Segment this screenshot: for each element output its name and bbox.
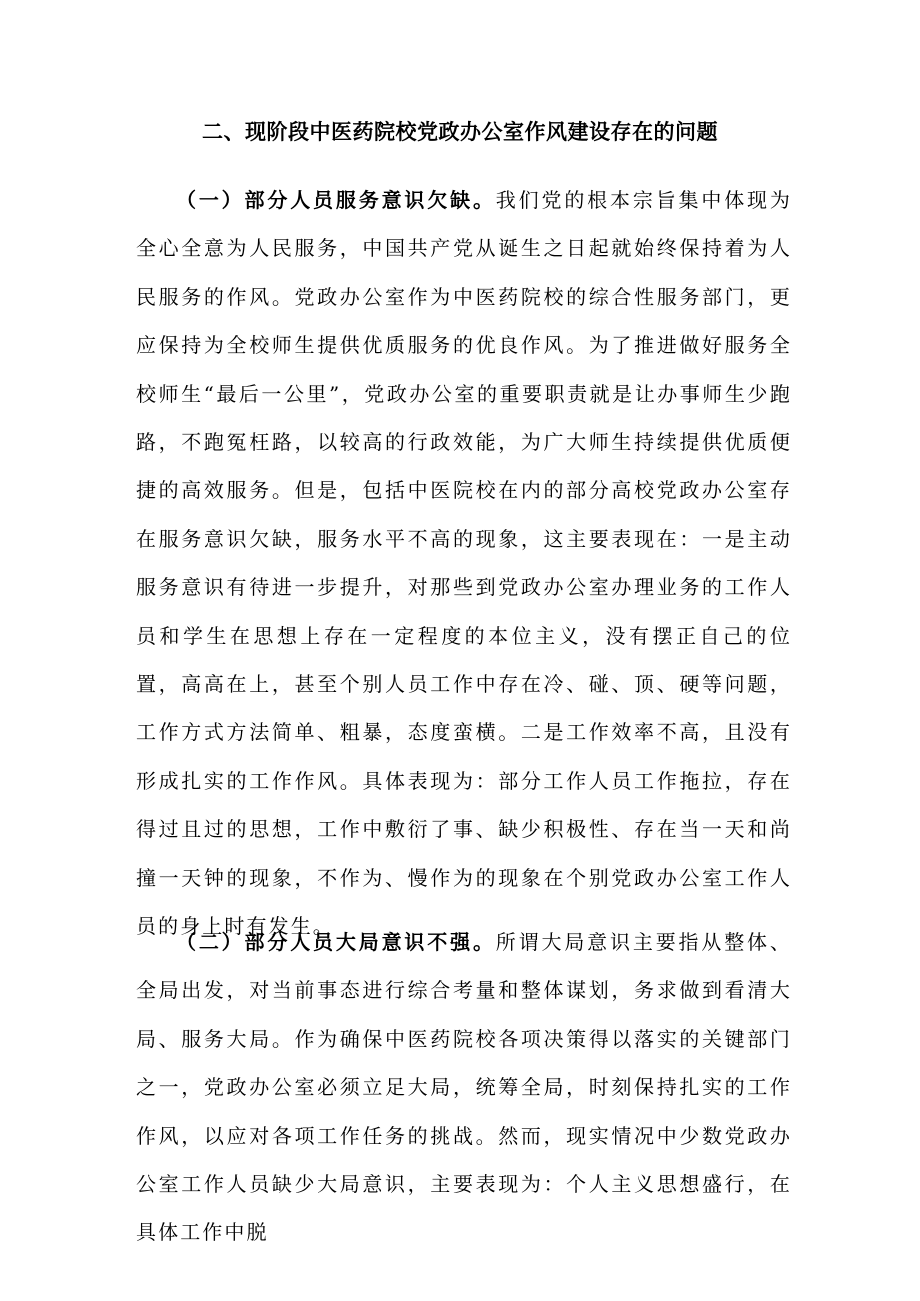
paragraph-lead-heading: （一）部分人员服务意识欠缺。 xyxy=(176,188,496,212)
paragraph-overall-awareness xyxy=(136,918,792,1257)
paragraph-body-text: 所谓大局意识主要指从整体、全局出发，对当前事态进行综合考量和整体谋划，务求做到看清大局、服务大局。作为确保中医药院校各项决策得以落实的关键部门之一，党政办公室必须立足大局，统筹全局，时刻保持扎实的工作作风，以应对各项工作任务的挑战。然而，现实情况中少数党政办公室工作人员缺少大局意识，主要表现为：个人主义思想盛行，在具体工作中脱 xyxy=(136,930,792,1245)
section-title: 二、现阶段中医药院校党政办公室作风建设存在的问题 xyxy=(202,120,718,144)
paragraph-service-awareness xyxy=(136,176,792,951)
paragraph-body-text: 我们党的根本宗旨集中体现为全心全意为人民服务，中国共产党从诞生之日起就始终保持着为人民服务的作风。党政办公室作为中医药院校的综合性服务部门，更应保持为全校师生提供优质服务的优良作风。为了推进做好服务全校师生“最后一公里”，党政办公室的重要职责就是让办事师生少跑路，不跑冤枉路，以较高的行政效能，为广大师生持续提供优质便捷的高效服务。但是，包括中医院校在内的部分高校党政办公室存在服务意识欠缺，服务水平不高的现象，这主要表现在：一是主动服务意识有待进一步提升，对那些到党政办公室办理业务的工作人员和学生在思想上存在一定程度的本位主义，没有摆正自己的位置，高高在上，甚至个别人员工作中存在冷、碰、顶、硬等问题，工作方式方法简单、粗暴，态度蛮横。二是工作效率不高，且没有形成扎实的工作作风。具体表现为：部分工作人员工作拖拉，存在得过且过的思想，工作中敷衍了事、缺少积极性、存在当一天和尚撞一天钟的现象，不作为、慢作为的现象在个别党政办公室工作人员的身上时有发生。 xyxy=(136,188,792,939)
paragraph-lead-heading: （二）部分人员大局意识不强。 xyxy=(176,930,496,954)
